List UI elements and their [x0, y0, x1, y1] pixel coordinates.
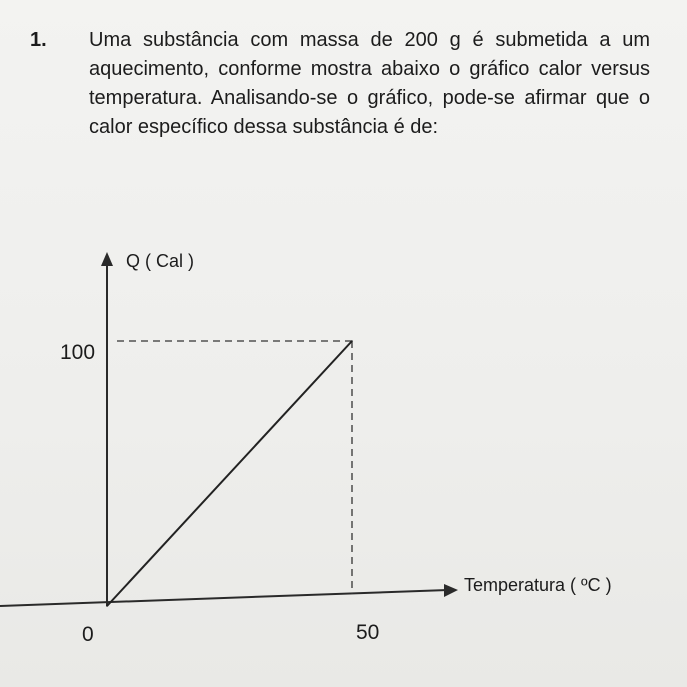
y-tick-label-100: 100: [60, 341, 96, 364]
y-axis-label: Q ( Cal ): [126, 251, 195, 271]
data-point-1: [351, 340, 353, 342]
x-axis-arrow: [444, 584, 458, 597]
y-axis-arrow: [101, 252, 113, 266]
chart-marks: [106, 340, 353, 607]
x-axis-label: Temperatura ( ºC ): [464, 575, 612, 595]
data-point-0: [106, 605, 108, 607]
x-tick-label-50: 50: [356, 621, 380, 644]
series-line: [107, 341, 352, 606]
x-tick-label-0: 0: [82, 623, 94, 646]
x-axis: [0, 590, 448, 606]
question-text: Uma substância com massa de 200 g é submetida a um aquecimento, conforme mostra abaixo o gráfico calor versus temperatura. Analisando-se o gráfico, pode-se afirmar que o calor específico dessa substância é de:: [89, 29, 650, 138]
question-number: 1.: [30, 29, 47, 51]
